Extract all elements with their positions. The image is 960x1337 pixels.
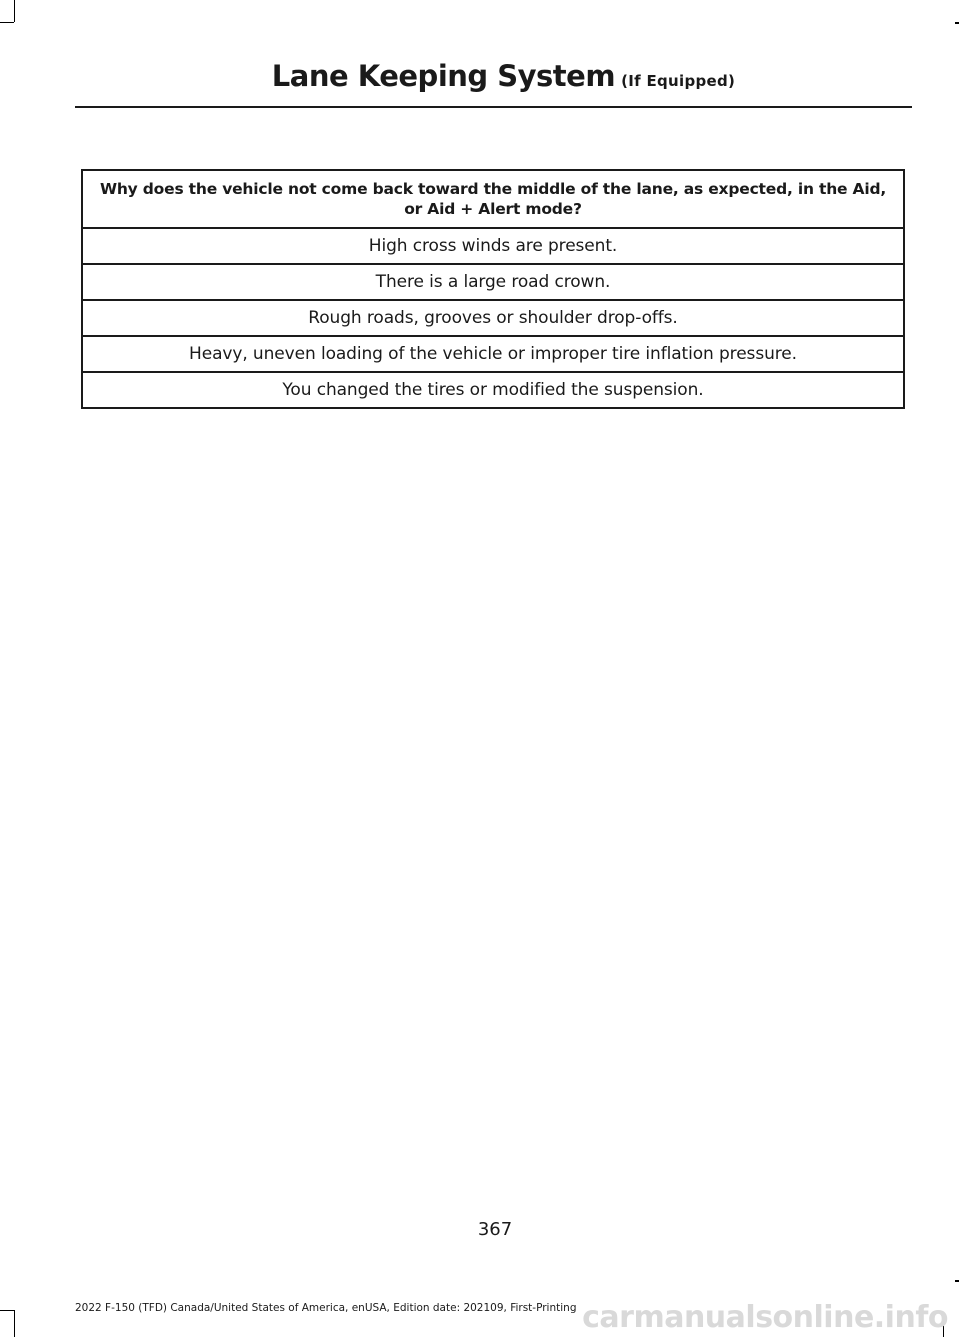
edition-footer: 2022 F-150 (TFD) Canada/United States of America, enUSA, Edition date: 202109, First-Printing xyxy=(75,1302,577,1314)
crop-mark xyxy=(0,1310,14,1311)
table-header-row xyxy=(82,170,904,228)
table-row xyxy=(82,372,904,408)
crop-mark xyxy=(955,1280,959,1282)
table-row xyxy=(82,300,904,336)
table-row xyxy=(82,264,904,300)
table-row xyxy=(82,228,904,264)
faq-question: Why does the vehicle not come back toward the middle of the lane, as expected, in the Aid, or Aid + Alert mode? xyxy=(82,170,904,228)
faq-answer: High cross winds are present. xyxy=(82,228,904,264)
crop-mark xyxy=(955,22,959,24)
faq-table xyxy=(81,169,905,409)
faq-answer: You changed the tires or modified the suspension. xyxy=(82,372,904,408)
page-header xyxy=(75,56,912,108)
page-title-text: Lane Keeping System xyxy=(271,59,616,93)
page-title xyxy=(272,56,735,101)
table-row xyxy=(82,336,904,372)
crop-mark xyxy=(14,1310,15,1337)
page-number: 367 xyxy=(477,1219,513,1240)
faq-answer: Heavy, uneven loading of the vehicle or improper tire inflation pressure. xyxy=(82,336,904,372)
watermark: carmanualsonline.info xyxy=(582,1300,948,1335)
faq-answer: Rough roads, grooves or shoulder drop-offs. xyxy=(82,300,904,336)
crop-mark xyxy=(0,22,14,23)
faq-answer: There is a large road crown. xyxy=(82,264,904,300)
page-title-qualifier: (If Equipped) xyxy=(621,72,736,90)
crop-mark xyxy=(14,0,15,22)
